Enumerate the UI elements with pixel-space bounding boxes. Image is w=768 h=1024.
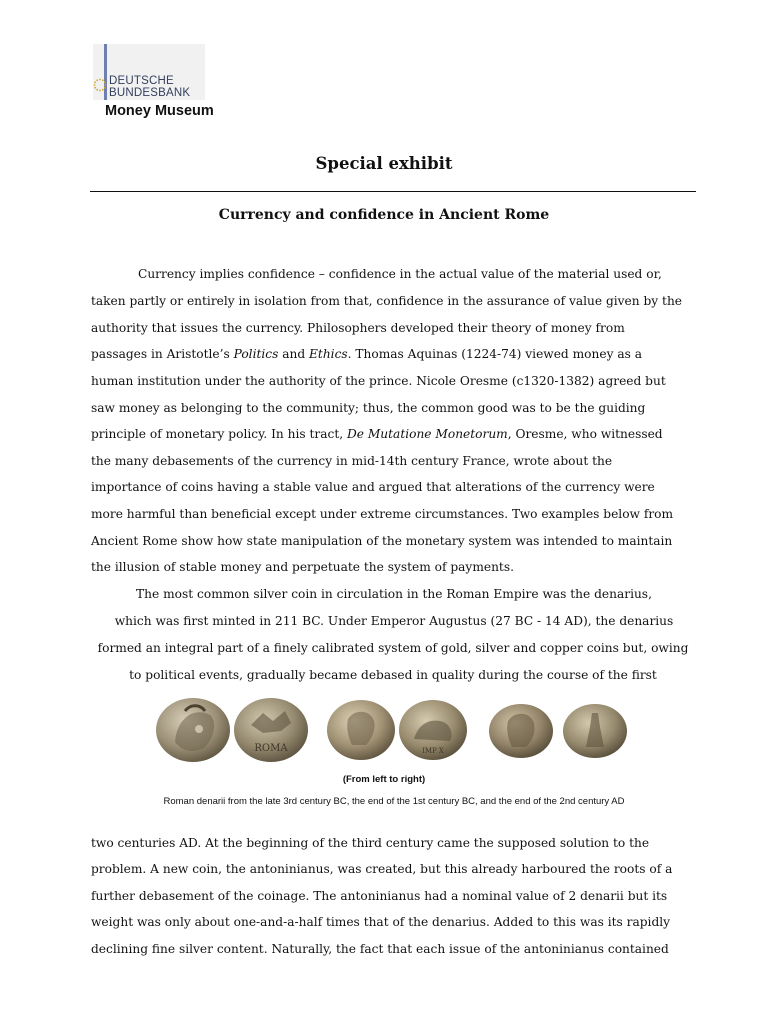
coin-legend-imp: IMP X bbox=[422, 747, 444, 755]
text-line: The most common silver coin in circulation in the Roman Empire was the denarius, bbox=[136, 587, 652, 601]
coin-2nd-century-reverse-image bbox=[562, 703, 628, 759]
text-line: two centuries AD. At the beginning of the third century came the supposed solution to the bbox=[91, 836, 650, 850]
text-line: more harmful than beneficial except under extreme circumstances. Two examples below from bbox=[91, 507, 674, 521]
coin-augustus-reverse-image bbox=[398, 699, 468, 761]
coin-figure bbox=[0, 693, 768, 763]
text-line: which was first minted in 211 BC. Under Emperor Augustus (27 BC - 14 AD), the denarius bbox=[114, 614, 674, 628]
figure-caption-title: (From left to right) bbox=[342, 774, 426, 785]
text-line: formed an integral part of a finely calibrated system of gold, silver and copper coins but, owing bbox=[97, 641, 689, 655]
text-line: the many debasements of the currency in mid-14th century France, wrote about the bbox=[91, 454, 613, 468]
page-title: Special exhibit bbox=[315, 154, 453, 173]
text-line: authority that issues the currency. Philosophers developed their theory of money from bbox=[91, 321, 625, 335]
coin-2nd-century-obverse-image bbox=[488, 703, 554, 759]
text-line: Currency implies confidence – confidence in the actual value of the material used or, bbox=[138, 267, 662, 281]
text-line: problem. A new coin, the antoninianus, was created, but this already harboured the roots of a bbox=[91, 862, 673, 876]
text-line: Ancient Rome show how state manipulation of the monetary system was intended to maintain bbox=[91, 534, 673, 548]
text-line: saw money as belonging to the community; thus, the common good was to be the guiding bbox=[91, 401, 646, 415]
text-segment: . Thomas Aquinas (1224-74) viewed money as a bbox=[347, 347, 642, 361]
text-segment: passages in Aristotle’s bbox=[91, 347, 234, 361]
coin-roma-reverse-image bbox=[233, 697, 309, 763]
coin-augustus-obverse-image bbox=[326, 699, 396, 761]
text-line: further debasement of the coinage. The antoninianus had a nominal value of 2 denarii but its bbox=[91, 889, 668, 903]
title-divider bbox=[90, 191, 696, 192]
italic-title-ethics: Ethics bbox=[309, 347, 348, 361]
text-line: declining fine silver content. Naturally, the fact that each issue of the antoninianus contained bbox=[91, 942, 669, 956]
text-line: importance of coins having a stable value and argued that alterations of the currency were bbox=[91, 480, 655, 494]
text-segment: principle of monetary policy. In his tract, bbox=[91, 427, 347, 441]
text-segment: and bbox=[278, 347, 310, 361]
logo-line-1: DEUTSCHE bbox=[109, 75, 174, 87]
logo-line-2: BUNDESBANK bbox=[109, 87, 191, 99]
bundesbank-logo bbox=[93, 44, 233, 120]
eu-stars-icon bbox=[93, 78, 107, 92]
text-line: human institution under the authority of the prince. Nicole Oresme (c1320-1382) agreed but bbox=[91, 374, 666, 388]
text-line: to political events, gradually became debased in quality during the course of the first bbox=[129, 668, 657, 682]
coin-roma-obverse-image bbox=[155, 697, 231, 763]
italic-title-de-mutatione: De Mutatione Monetorum bbox=[346, 427, 508, 441]
text-line: taken partly or entirely in isolation from that, confidence in the assurance of value given by the bbox=[91, 294, 683, 308]
logo-wordmark bbox=[109, 75, 190, 99]
section-subtitle: Currency and confidence in Ancient Rome bbox=[218, 207, 550, 223]
italic-title-politics: Politics bbox=[233, 347, 279, 361]
text-segment: , Oresme, who witnessed bbox=[507, 427, 663, 441]
coin-legend-roma: ROMA bbox=[254, 743, 288, 754]
text-line bbox=[91, 346, 642, 362]
text-line bbox=[91, 426, 663, 442]
museum-label: Money Museum bbox=[105, 103, 214, 119]
text-line: weight was only about one-and-a-half times that of the denarius. Added to this was its rapidly bbox=[91, 915, 671, 929]
figure-caption: Roman denarii from the late 3rd century BC, the end of the 1st century BC, and the end of the 2nd century AD bbox=[163, 796, 625, 807]
text-line: the illusion of stable money and perpetuate the system of payments. bbox=[91, 560, 514, 574]
